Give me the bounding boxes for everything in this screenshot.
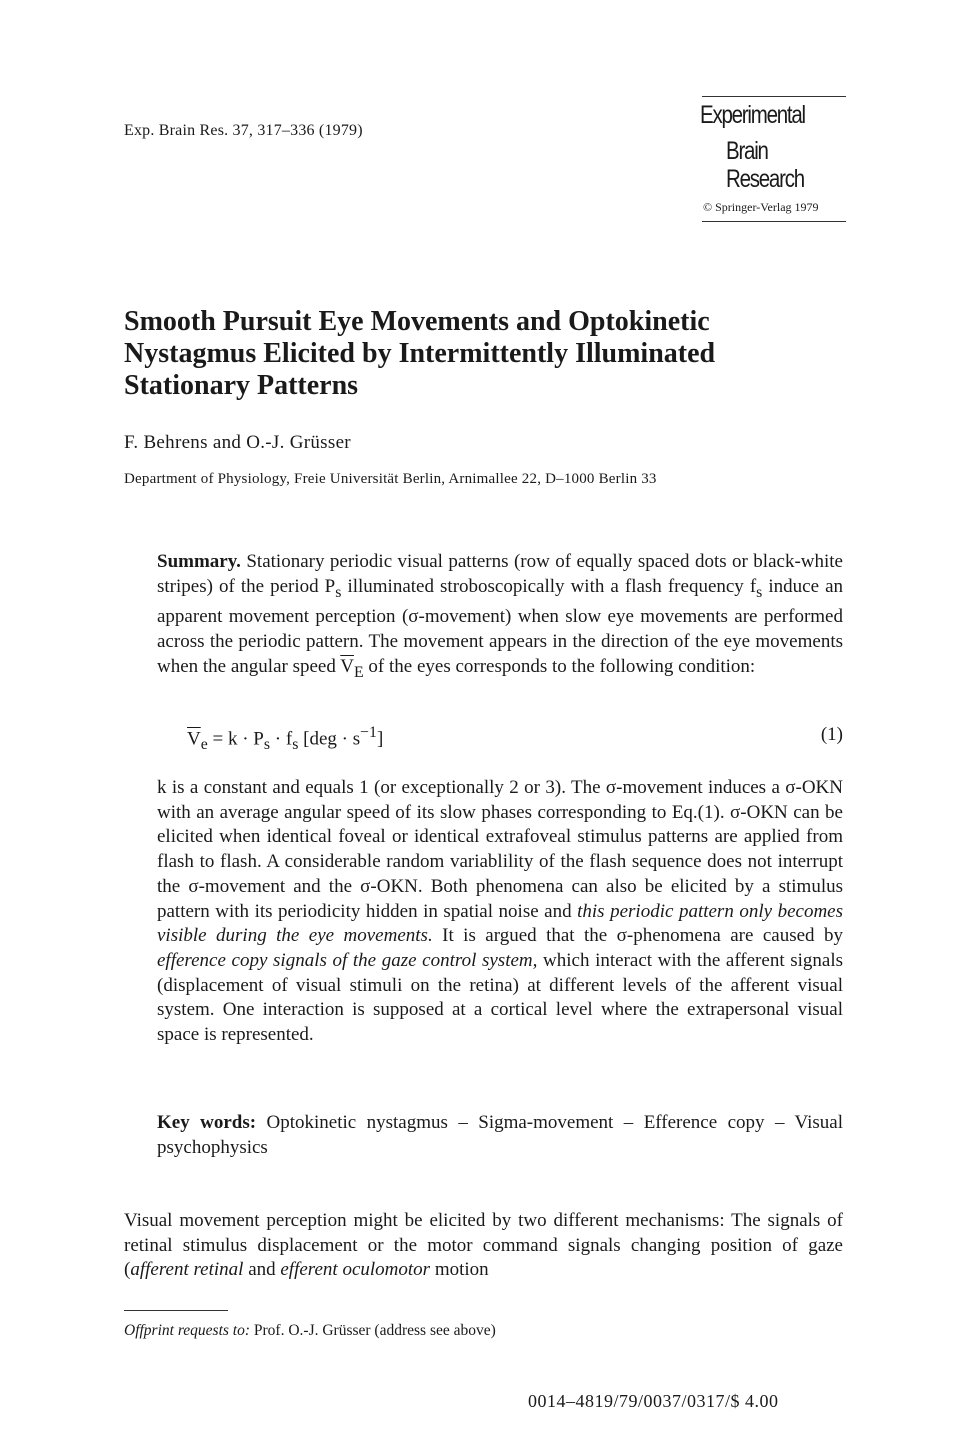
footnote-italic: Offprint requests to:: [124, 1322, 251, 1339]
issn-code: 0014–4819/79/0037/0317/$ 4.00: [528, 1391, 779, 1411]
journal-name-line-1: Experimental: [700, 101, 805, 129]
subscript: s: [335, 583, 342, 601]
summary-italic: this periodic pattern only becomes visible during the eye movements.: [157, 900, 843, 947]
subscript: s: [292, 736, 299, 754]
affiliation: Department of Physiology, Freie Universität Berlin, Arnimallee 22, D–1000 Berlin 33: [124, 471, 657, 487]
equation-text: = k · P: [207, 728, 264, 750]
velocity-symbol: $\overline{V}$: [340, 655, 354, 677]
body-paragraph: [124, 1209, 843, 1283]
body-italic: efferent oculomotor: [280, 1259, 431, 1281]
summary-text: which interact with the afferent signals (displacement of visual stimuli on the retina) at different levels of the afferent visual system. One interaction is supposed at a cortical level where the extrapersonal visual space is represented.: [157, 949, 844, 1046]
subscript: s: [756, 583, 763, 601]
summary-paragraph-continued: [157, 776, 843, 1048]
summary-text: Stationary periodic visual patterns (row of equally spaced dots or black-white stripes) of the period P: [157, 551, 843, 597]
footnote-rule: [124, 1310, 228, 1311]
citation: Exp. Brain Res. 37, 317–336 (1979): [124, 122, 363, 139]
summary-paragraph: [157, 550, 843, 685]
superscript: −1: [360, 724, 377, 741]
footnote: [124, 1322, 496, 1340]
journal-rule-bottom: [702, 221, 846, 222]
journal-name-line-3: Research: [726, 165, 804, 193]
equation-1: [187, 724, 843, 754]
equation-lhs: $\overline{V}$: [187, 728, 201, 750]
body-text: and: [243, 1259, 281, 1281]
keywords-text: Optokinetic nystagmus – Sigma-movement – Efference copy – Visual psychophysics: [157, 1112, 843, 1158]
journal-name-line-2: Brain: [726, 137, 768, 165]
summary-text: induce an apparent movement perception (σ-movement) when slow eye movements are performed across the periodic pattern. The movement appears in the direction of the eye movements when the angular speed: [157, 575, 843, 677]
equation-text: [deg · s: [298, 728, 361, 750]
journal-rule-top: [702, 96, 846, 97]
subscript: s: [263, 736, 271, 754]
summary-text: illuminated stroboscopically with a flash frequency f: [341, 575, 757, 597]
authors: F. Behrens and O.-J. Grüsser: [124, 432, 351, 453]
subscript: e: [200, 736, 208, 754]
summary-text: of the eyes corresponds to the following condition:: [363, 655, 756, 677]
equation-number: (1): [820, 724, 843, 745]
body-italic: afferent retinal: [130, 1259, 244, 1281]
equation-text: · f: [270, 728, 293, 750]
copyright-notice: © Springer-Verlag 1979: [703, 200, 819, 214]
summary-italic: efference copy signals of the gaze control system,: [157, 949, 538, 971]
body-text: Visual movement perception might be elicited by two different mechanisms: The signals of retinal stimulus displacement or the motor command signals changing position of gaze (: [124, 1210, 843, 1281]
summary-text: It is argued that the σ-phenomena are caused by: [432, 925, 843, 947]
keywords: [157, 1111, 843, 1160]
equation-text: ]: [376, 728, 384, 750]
subscript: E: [354, 663, 364, 681]
keywords-heading: Key words:: [157, 1112, 257, 1133]
summary-heading: Summary.: [157, 551, 241, 572]
footnote-text: Prof. O.-J. Grüsser (address see above): [250, 1322, 496, 1339]
body-text: motion: [430, 1259, 489, 1281]
summary-text: k is a constant and equals 1 (or exceptionally 2 or 3). The σ-movement induces a σ-OKN with an average angular speed of its slow phases corresponding to Eq.(1). σ-OKN can be elicited when identical foveal or identical extrafoveal stimulus patterns are applied from flash to flash. A considerable random variablility of the flash sequence does not interrupt the σ-movement and the σ-OKN. Both phenomena can also be elicited by a stimulus pattern with its periodicity hidden in spatial noise and: [157, 777, 843, 922]
paper-title: Smooth Pursuit Eye Movements and Optokinetic Nystagmus Elicited by Intermittently Illuminated Stationary Patterns: [124, 306, 716, 401]
